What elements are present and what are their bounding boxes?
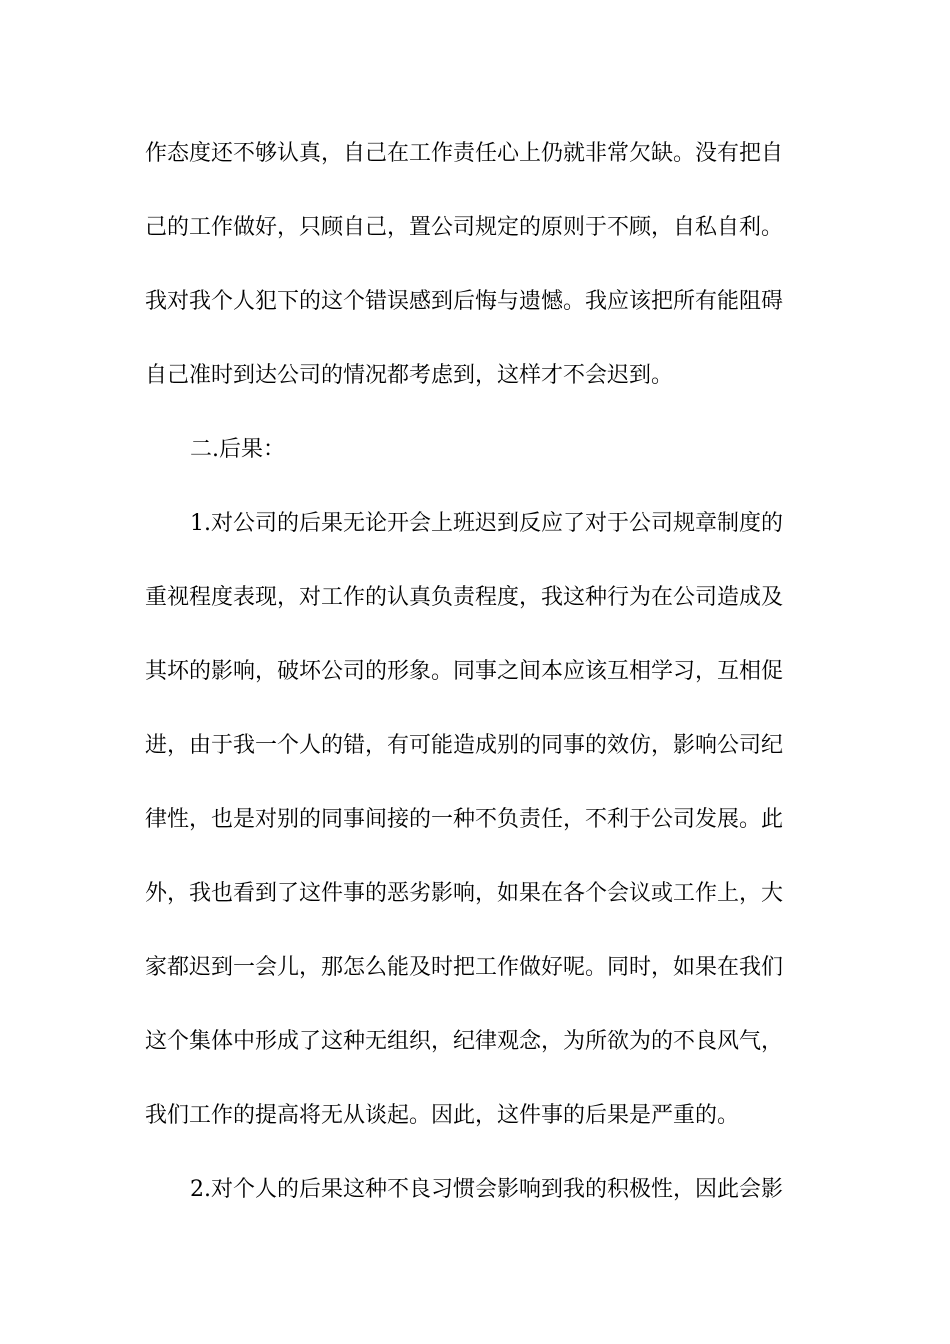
text-line: 其坏的影响，破坏公司的形象。同事之间本应该互相学习，互相促 <box>145 659 784 684</box>
text-line: 进，由于我一个人的错，有可能造成别的同事的效仿，影响公司纪 <box>145 733 784 758</box>
text-line: 这个集体中形成了这种无组织，纪律观念，为所欲为的不良风气， <box>145 1029 784 1054</box>
text-line: 律性，也是对别的同事间接的一种不负责任，不利于公司发展。此 <box>145 807 784 832</box>
text-line: 我们工作的提高将无从谈起。因此，这件事的后果是严重的。 <box>145 1103 740 1128</box>
text-line: 己的工作做好，只顾自己，置公司规定的原则于不顾，自私自利。 <box>145 215 784 240</box>
text-line: 家都迟到一会儿，那怎么能及时把工作做好呢。同时，如果在我们 <box>145 955 784 980</box>
text-line: 我对我个人犯下的这个错误感到后悔与遗憾。我应该把所有能阻碍 <box>145 289 784 314</box>
text-line: 1.对公司的后果无论开会上班迟到反应了对于公司规章制度的 <box>190 511 783 536</box>
text-line: 作态度还不够认真，自己在工作责任心上仍就非常欠缺。没有把自 <box>145 141 784 166</box>
text-line: 重视程度表现，对工作的认真负责程度，我这种行为在公司造成及 <box>145 585 784 610</box>
text-line: 自己准时到达公司的情况都考虑到，这样才不会迟到。 <box>145 363 674 388</box>
section-heading: 二.后果： <box>190 437 285 462</box>
text-line: 外，我也看到了这件事的恶劣影响，如果在各个会议或工作上，大 <box>145 881 784 906</box>
text-line: 2.对个人的后果这种不良习惯会影响到我的积极性，因此会影 <box>190 1177 783 1202</box>
